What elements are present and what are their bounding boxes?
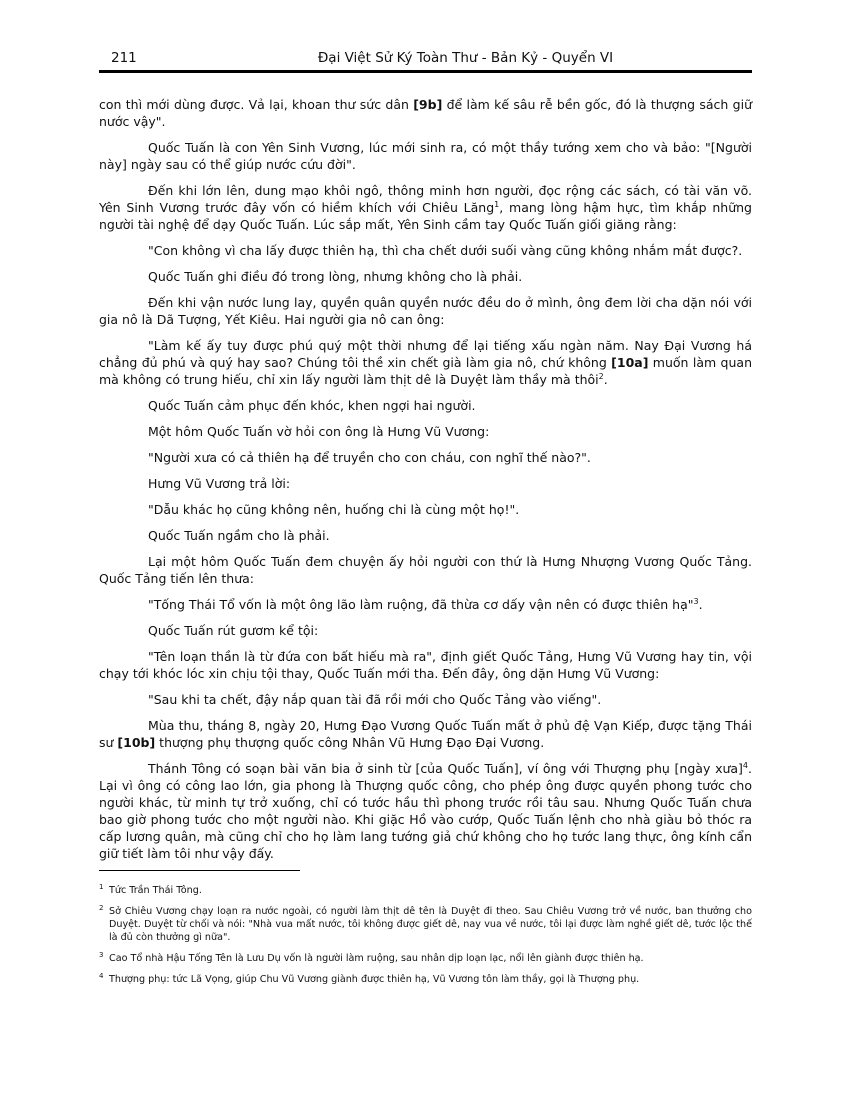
footnote-mark: 1 — [99, 883, 104, 891]
quote-paragraph: "Tống Thái Tổ vốn là một ông lão làm ruộng, đã thừa cơ dấy vận nên có được thiên hạ"$^3$. — [148, 596, 703, 612]
footnote — [99, 884, 752, 897]
footnote-divider — [99, 870, 300, 871]
paragraph: Một hôm Quốc Tuấn vờ hỏi con ông là Hưng Vũ Vương: — [148, 424, 490, 439]
footnote-text: Cao Tổ nhà Hậu Tống Tên là Lưu Dụ vốn là người làm ruộng, sau nhân dịp loạn lạc, nổi lên giành được thiên hạ. — [109, 953, 644, 964]
quote-paragraph: "Làm kế ấy tuy được phú quý một thời nhưng để lại tiếng xấu ngàn năm. Nay Đại Vương há chẳng đủ phú và quý hay sao? Chúng tôi thề xin chết già làm gia nô, chứ không [10a] muốn làm quan mà không có trung hiếu, chỉ xin lấy người làm thịt dê là Duyệt làm thầy mà thôi$^2$. — [99, 338, 752, 387]
paragraph: Thánh Tông có soạn bài văn bia ở sinh từ [của Quốc Tuấn], ví ông với Thượng phụ [ngày xưa]$^4$. Lại vì ông có công lao lớn, gia phong là Thượng quốc công, cho phép ông được quyền phong tước cho người khác, từ minh tự trở xuống, chỉ có tước hầu thì phong trước rồi tâu sau. Nhưng Quốc Tuấn chưa bao giờ phong tước cho một người nào. Khi giặc Hồ vào cướp, Quốc Tuấn lệnh cho nhà giàu bỏ thóc ra cấp lương quân, mà cũng chỉ cho họ làm lang tướng giả chứ không cho họ tước lang thực, ông kính cẩn giữ tiết làm tôi như vậy đấy. — [99, 760, 752, 861]
footnote-ref: 1 — [494, 199, 500, 209]
footnote-ref: 3 — [693, 596, 699, 606]
body-text — [99, 96, 752, 871]
footnote — [99, 952, 752, 965]
paragraph: Quốc Tuấn ngầm cho là phải. — [148, 528, 330, 543]
paragraph: Hưng Vũ Vương trả lời: — [148, 476, 291, 491]
footnote-ref: 4 — [742, 760, 749, 770]
quote-paragraph: "Tên loạn thần là từ đứa con bất hiếu mà ra", định giết Quốc Tảng, Hưng Vũ Vương hay tin, vội chạy tới khóc lóc xin chịu tội thay, Quốc Tuấn mới tha. Đến đây, ông dặn Hưng Vũ Vương: — [99, 649, 752, 681]
footnote-text: Thượng phụ: tức Lã Vọng, giúp Chu Vũ Vương giành được thiên hạ, Vũ Vương tôn làm thầy, gọi là Thượng phụ. — [109, 974, 640, 985]
quote-paragraph: "Con không vì cha lấy được thiên hạ, thì cha chết dưới suối vàng cũng không nhắm mắt được?. — [148, 243, 743, 258]
folio-marker: [10b] — [117, 735, 156, 750]
footnote-text: Sở Chiêu Vương chạy loạn ra nước ngoài, có người làm thịt dê tên là Duyệt đi theo. Sau Chiêu Vương trở về nước, ban thưởng cho Duyệt. Duyệt từ chối và nói: "Nhà vua mất nước, tôi không được giết dê, nay vua về nước, tôi lại được làm nghề giết dê, tước lộc thế là đủ còn thưởng gì nữa". — [109, 906, 752, 943]
footnote-mark: 3 — [99, 951, 104, 959]
quote-paragraph: "Sau khi ta chết, đậy nắp quan tài đã rồi mới cho Quốc Tảng vào viếng". — [148, 692, 602, 707]
paragraph: Đến khi vận nước lung lay, quyền quân quyền nước đều do ở mình, ông đem lời cha dặn nói với gia nô là Dã Tượng, Yết Kiêu. Hai người gia nô can ông: — [99, 295, 752, 327]
running-header — [99, 48, 752, 73]
quote-paragraph: "Người xưa có cả thiên hạ để truyền cho con cháu, con nghĩ thế nào?". — [148, 450, 591, 465]
footnote-ref: 2 — [598, 371, 604, 381]
paragraph: Lại một hôm Quốc Tuấn đem chuyện ấy hỏi người con thứ là Hưng Nhượng Vương Quốc Tảng. Quốc Tảng tiến lên thưa: — [99, 554, 752, 586]
footnote — [99, 905, 752, 944]
footnotes — [99, 884, 752, 994]
paragraph: Quốc Tuấn ghi điều đó trong lòng, nhưng không cho là phải. — [148, 269, 523, 284]
paragraph: Đến khi lớn lên, dung mạo khôi ngô, thông minh hơn người, đọc rộng các sách, có tài văn võ. Yên Sinh Vương trước đây vốn có hiềm khích với Chiêu Lăng$^1$, mang lòng hậm hực, tìm khắp những người tài nghệ để dạy Quốc Tuấn. Lúc sắp mất, Yên Sinh cầm tay Quốc Tuấn giối giăng rằng: — [99, 183, 752, 232]
running-title: Đại Việt Sử Ký Toàn Thư - Bản Kỷ - Quyển VI — [317, 50, 614, 66]
footnote — [99, 973, 752, 986]
folio-marker: [9b] — [413, 97, 443, 112]
paragraph: Quốc Tuấn là con Yên Sinh Vương, lúc mới sinh ra, có một thầy tướng xem cho và bảo: "[Người này] ngày sau có thể giúp nước cứu đời". — [99, 140, 752, 172]
paragraph: con thì mới dùng được. Vả lại, khoan thư sức dân [9b] để làm kế sâu rễ bền gốc, đó là thượng sách giữ nước vậy". — [99, 97, 752, 129]
footnote-mark: 4 — [99, 972, 104, 980]
paragraph: Quốc Tuấn cảm phục đến khóc, khen ngợi hai người. — [148, 398, 476, 413]
footnote-text: Tức Trần Thái Tông. — [109, 885, 202, 896]
footnote-mark: 2 — [99, 904, 104, 912]
page-number: 211 — [111, 50, 137, 66]
paragraph: Quốc Tuấn rút gươm kể tội: — [148, 623, 319, 638]
folio-marker: [10a] — [611, 355, 649, 370]
quote-paragraph: "Dẫu khác họ cũng không nên, huống chi là cùng một họ!". — [148, 502, 520, 517]
paragraph: Mùa thu, tháng 8, ngày 20, Hưng Đạo Vương Quốc Tuấn mất ở phủ đệ Vạn Kiếp, được tặng Thái sư [10b] thượng phụ thượng quốc công Nhân Vũ Hưng Đạo Đại Vương. — [99, 718, 752, 750]
